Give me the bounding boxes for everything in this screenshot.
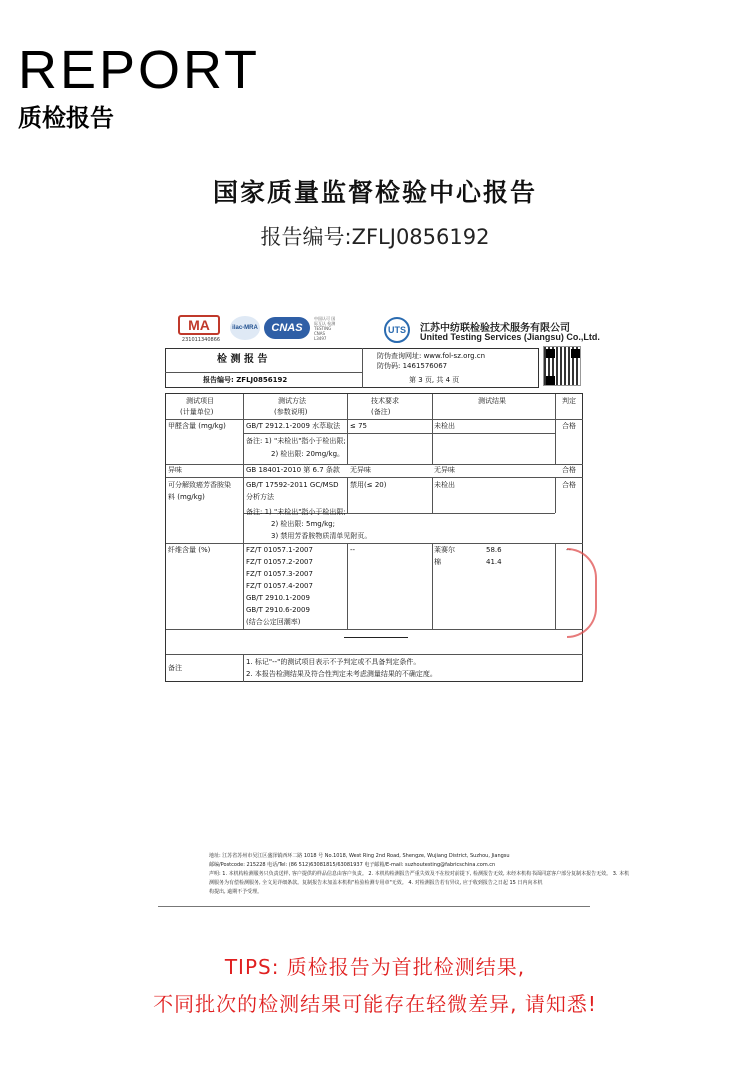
tips-line-2: 不同批次的检测结果可能存在轻微差异, 请知悉! [153, 992, 597, 1016]
row4-item: 纤维含量 (%) [168, 546, 211, 554]
page-info: 第 3 页, 共 4 页 [409, 376, 460, 384]
row2-item: 异味 [168, 466, 182, 474]
footer-divider [158, 906, 590, 907]
row3-note3: 3) 禁用芳香胺物质清单见附页。 [271, 532, 372, 540]
row4-fiber1-value: 58.6 [486, 546, 502, 554]
row2-verdict: 合格 [562, 466, 576, 474]
cma-number: 231011340866 [181, 337, 221, 343]
row1-requirement: ≤ 75 [350, 422, 367, 430]
row4-fiber2-value: 41.4 [486, 558, 502, 566]
footer-statement-1: 声明: 1. 本机构检测服务只负责送样, 客户提供的样品信息由客户负责。 2. 本机构检测报告严重失效及不在校对前提下, 检测报告无效, 未经本机构书面同意客户部分复制本报告无效。 3. 本机 [209, 871, 630, 877]
logo-row [178, 313, 600, 345]
lab-name-en: United Testing Services (Jiangsu) Co.,Ltd. [420, 332, 600, 342]
footer-statement-3: 构提出, 逾期不予受理。 [209, 889, 263, 895]
row2-requirement: 无异味 [350, 466, 371, 474]
page-title-cn: 质检报告 [18, 104, 114, 132]
row1-method: GB/T 2912.1-2009 水萃取法 [246, 422, 341, 430]
cnas-caption: 中国认可 国际互认 检测 TESTING CNAS L3497 [314, 316, 336, 341]
row1-note2: 2) 检出限: 20mg/kg。 [271, 450, 345, 458]
row4-method-4: FZ/T 01057.4-2007 [246, 582, 313, 590]
row2-result: 无异味 [434, 466, 455, 474]
header-result: 测试结果 [478, 397, 506, 405]
remarks-line2: 2. 本报告检测结果及符合性判定未考虑测量结果的不确定度。 [246, 670, 437, 678]
row3-method-line2: 分析方法 [246, 493, 274, 501]
report-footer [209, 852, 630, 897]
row4-method-5: GB/T 2910.1-2009 [246, 594, 310, 602]
remarks-line1: 1. 标记"--"的测试项目表示不予判定或不具备判定条件。 [246, 658, 421, 666]
document-report-number: 报告编号:ZFLJ0856192 [260, 225, 490, 249]
row4-verdict: -- [566, 546, 572, 554]
uts-logo-icon: UTS [384, 317, 410, 343]
row3-verdict: 合格 [562, 481, 576, 489]
row4-method-6: GB/T 2910.6-2009 [246, 606, 310, 614]
lab-name-cn: 江苏中纺联检验技术服务有限公司 [420, 323, 570, 334]
row4-method-3: FZ/T 01057.3-2007 [246, 570, 313, 578]
row3-method: GB/T 17592-2011 GC/MSD [246, 481, 339, 489]
footer-postcode: 邮编/Postcode: 215228 电话/Tel: (86 512)63081815/63081937 电子邮箱/E-mail: suzhoutesting@fabricschina.com.cn [209, 862, 496, 868]
ilac-mra-logo-icon: ilac-MRA [230, 316, 260, 340]
header-method: 测试方法 [278, 397, 306, 405]
report-head-number: 报告编号: ZFLJ0856192 [203, 376, 288, 384]
cnas-logo-icon: CNAS [264, 317, 310, 339]
results-table [165, 393, 583, 682]
remarks-label: 备注 [168, 664, 182, 672]
header-verdict: 判定 [562, 397, 576, 405]
row3-result: 未检出 [434, 481, 455, 489]
row3-note2: 2) 检出限: 5mg/kg; [271, 520, 335, 528]
query-site: 防伪查询网址: www.fol-sz.org.cn [377, 352, 486, 360]
tips-line-1: TIPS: 质检报告为首批检测结果, [224, 955, 526, 979]
header-requirement-sub: (备注) [371, 408, 391, 416]
header-requirement: 技术要求 [371, 397, 399, 405]
row2-method: GB 18401-2010 第 6.7 条款 [246, 466, 340, 474]
row3-item: 可分解致癌芳香胺染 [168, 481, 231, 489]
header-item: 测试项目 [186, 397, 214, 405]
anti-fake-code: 防伪码: 1461576067 [377, 362, 448, 370]
row3-note1: 备注: 1) "未检出"指小于检出限; [246, 508, 346, 516]
red-seal-stamp [567, 548, 597, 638]
row3-requirement: 禁用(≤ 20) [350, 481, 387, 489]
row1-verdict: 合格 [562, 422, 576, 430]
row1-result: 未检出 [434, 422, 455, 430]
row4-fiber2-name: 棉 [434, 558, 441, 566]
header-method-sub: (参数说明) [274, 408, 308, 416]
row4-fiber1-name: 莱赛尔 [434, 546, 455, 554]
cma-logo-icon: MA [178, 315, 220, 335]
footer-address: 地址: 江苏省苏州市吴江区盛泽镇西环二路 1018 号 No.1018, West Ring 2nd Road, Shengze, Wujiang District, Suzhou, Jiangsu [209, 853, 510, 859]
header-item-sub: (计量单位) [180, 408, 214, 416]
row4-method-1: FZ/T 01057.1-2007 [246, 546, 313, 554]
footer-statement-2: 测服务为有偿检测服务, 全文见详细条款。复制报告未加盖本机构"检验检测专用章"无效。 4. 对检测报告若有异议, 应于收到报告之日起 15 日内向本机 [209, 880, 543, 886]
page-title-en: REPORT [18, 40, 261, 100]
row1-item: 甲醛含量 (mg/kg) [168, 422, 226, 430]
document-title: 国家质量监督检验中心报告 [212, 178, 537, 207]
row4-method-7: (结合公定回潮率) [246, 618, 301, 626]
row1-note1: 备注: 1) "未检出"指小于检出限; [246, 437, 346, 445]
report-head-title: 检 测 报 告 [217, 354, 268, 365]
row4-requirement: -- [350, 546, 356, 554]
row3-item-line2: 料 (mg/kg) [168, 493, 205, 501]
row4-method-2: FZ/T 01057.2-2007 [246, 558, 313, 566]
qr-code-icon [543, 346, 581, 386]
